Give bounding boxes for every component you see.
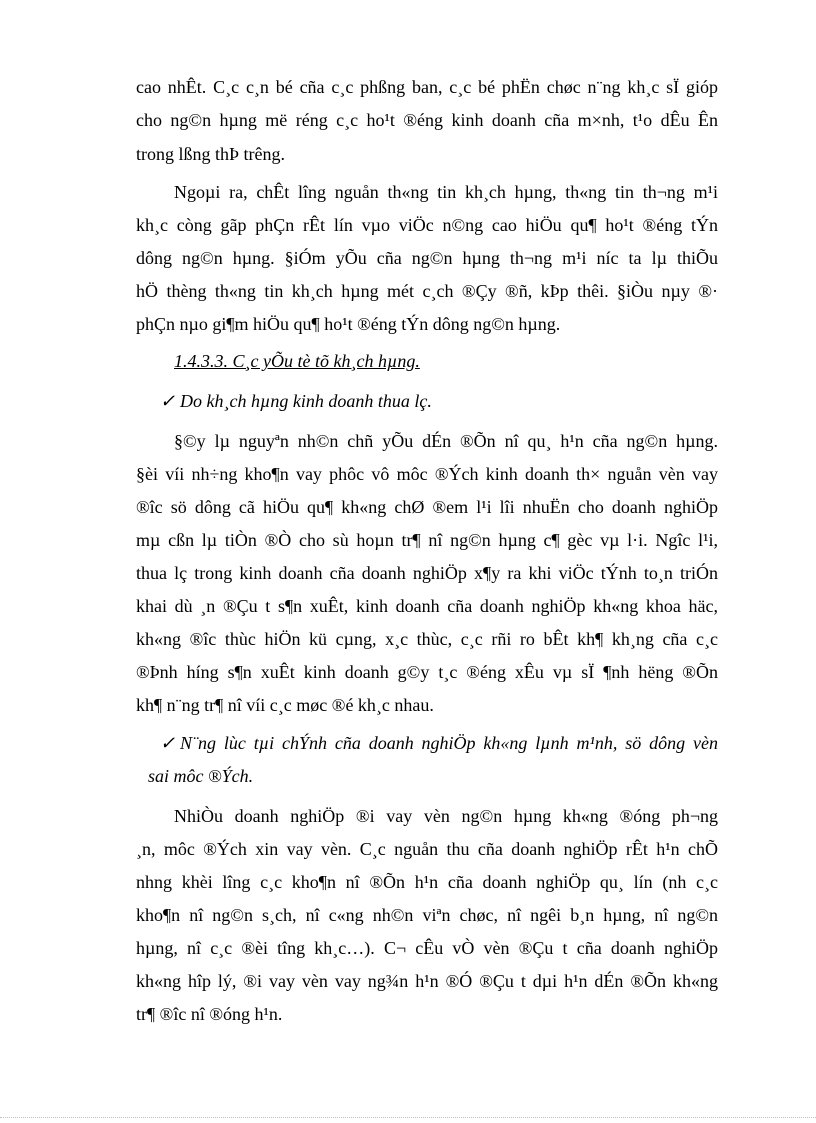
text-line: §©y lµ nguyªn nh©n chñ yÕu dÉn ®Õn nî qu¸ h¹n cña ng©n hµng. bbox=[174, 431, 718, 451]
text-line: kh«ng hîp lý, ®i vay vèn vay ng¾n h¹n ®Ó ®Çu t dµi h¹n dÉn ®Õn kh«ng bbox=[136, 971, 718, 991]
text-line: §èi víi nh÷ng kho¶n vay phôc vô môc ®Ých kinh doanh th× nguån vèn vay bbox=[136, 464, 718, 484]
text-line: trong lßng thÞ trêng. bbox=[136, 144, 285, 164]
text-line: hµng, nî c¸c ®èi tîng kh¸c…). C¬ cÊu vÒ vèn ®Çu t cña doanh nghiÖp bbox=[136, 938, 718, 958]
text-line: phÇn nµo gi¶m hiÖu qu¶ ho¹t ®éng tÝn dông ng©n hµng. bbox=[136, 314, 561, 334]
text-line: ¸n, môc ®Ých xin vay vèn. C¸c nguån thu cña doanh nghiÖp rÊt h¹n chÕ bbox=[136, 839, 718, 859]
text-line: mµ cßn lµ tiÒn ®Ò cho sù hoµn tr¶ nî ng©n hµng c¶ gèc vµ l·i. Ngîc l¹i, bbox=[136, 530, 718, 550]
text-line: ®îc sö dông cã hiÖu qu¶ kh«ng chØ ®em l¹i lîi nhuËn cho doanh nghiÖp bbox=[136, 497, 718, 517]
text-line: cho ng©n hµng më réng c¸c ho¹t ®éng kinh doanh cña m×nh, t¹o dÊu Ên bbox=[136, 110, 718, 130]
checkmark-icon: ✓ bbox=[160, 391, 176, 411]
text-line: cao nhÊt. C¸c c¸n bé cña c¸c phßng ban, c¸c bé phËn chøc n¨ng kh¸c sÏ gióp bbox=[136, 77, 718, 97]
text-line: NhiÒu doanh nghiÖp ®i vay vèn ng©n hµng kh«ng ®óng ph¬ng bbox=[174, 806, 718, 826]
checkmark-icon: ✓ bbox=[160, 733, 176, 753]
bullet-item bbox=[160, 390, 720, 412]
bullet-text: Do kh¸ch hµng kinh doanh thua lç. bbox=[180, 391, 432, 411]
page-bottom-rule bbox=[0, 1117, 816, 1118]
section-heading: 1.4.3.3. C¸c yÕu tè tõ kh¸ch hµng. bbox=[174, 351, 420, 371]
text-line: hÖ thèng th«ng tin kh¸ch hµng mét c¸ch ®Çy ®ñ, kÞp thêi. §iÒu nµy ®· bbox=[136, 281, 718, 301]
text-line: tr¶ ®îc nî ®óng h¹n. bbox=[136, 1004, 283, 1024]
text-line: ®Þnh híng s¶n xuÊt kinh doanh g©y t¸c ®éng xÊu vµ sÏ ¶nh hëng ®Õn bbox=[136, 662, 718, 682]
bullet-item-continued: sai môc ®Ých. bbox=[148, 766, 254, 786]
text-line: dông ng©n hµng. §iÓm yÕu cña ng©n hµng th¬ng m¹i níc ta lµ thiÕu bbox=[136, 248, 718, 268]
text-line: kho¶n nî ng©n s¸ch, nî c«ng nh©n viªn chøc, nî ngêi b¸n hµng, nî ng©n bbox=[136, 905, 718, 925]
bullet-item bbox=[160, 732, 718, 754]
text-line: thua lç trong kinh doanh cña doanh nghiÖp x¶y ra khi viÖc tÝnh to¸n triÓn bbox=[136, 563, 718, 583]
text-line: nhng khèi lîng c¸c kho¶n nî ®Õn h¹n cña doanh nghiÖp qu¸ lín (nh c¸c bbox=[136, 872, 718, 892]
text-line: Ngoµi ra, chÊt lîng nguån th«ng tin kh¸ch hµng, th«ng tin th¬ng m¹i bbox=[174, 182, 718, 202]
bullet-text: N¨ng lùc tµi chÝnh cña doanh nghiÖp kh«ng lµnh m¹nh, sö dông vèn bbox=[180, 733, 718, 753]
text-line: kh«ng ®îc thùc hiÖn kü cµng, x¸c thùc, c¸c rñi ro bÊt kh¶ kh¸ng cña c¸c bbox=[136, 629, 718, 649]
text-line: kh¸c còng gãp phÇn rÊt lín vµo viÖc n©ng cao hiÖu qu¶ ho¹t ®éng tÝn bbox=[136, 215, 718, 235]
text-line: kh¶ n¨ng tr¶ nî víi c¸c møc ®é kh¸c nhau. bbox=[136, 695, 434, 715]
text-line: khai dù ¸n ®Çu t s¶n xuÊt, kinh doanh cña doanh nghiÖp kh«ng khoa häc, bbox=[136, 596, 718, 616]
